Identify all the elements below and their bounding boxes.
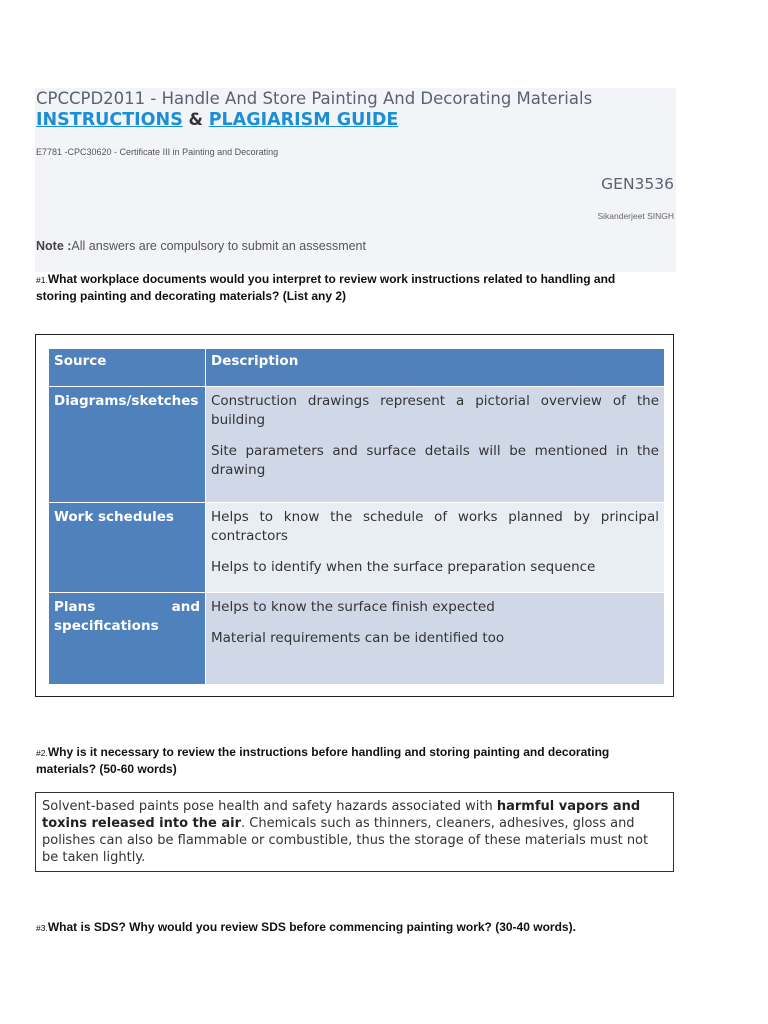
answer-2-emphasis: harmful vapors and toxins released into the air xyxy=(42,799,641,831)
question-text: What workplace documents would you interpret to review work instructions related to handling and storing painting and decorating materials? (List any 2) xyxy=(36,272,616,303)
table-row xyxy=(49,387,665,503)
title-ampersand: & xyxy=(182,110,209,129)
description-line: Site parameters and surface details will be mentioned in the drawing xyxy=(211,443,659,479)
answer-1-frame xyxy=(35,334,674,697)
table-row xyxy=(49,503,665,592)
row-description xyxy=(206,592,665,684)
row-source xyxy=(49,592,206,684)
instructions-link[interactable]: INSTRUCTIONS xyxy=(36,110,183,130)
question-2 xyxy=(36,744,656,777)
description-line: Helps to know the surface finish expected xyxy=(211,598,495,615)
row-source: Work schedules xyxy=(49,503,206,592)
course-title-text: CPCCPD2011 - Handle And Store Painting And Decorating Materials xyxy=(36,89,593,108)
column-header-description: Description xyxy=(206,349,665,387)
question-number: #2. xyxy=(36,748,48,758)
course-code: E7781 -CPC30620 - Certificate III in Painting and Decorating xyxy=(36,147,279,157)
student-name: Sikanderjeet SINGH xyxy=(597,211,674,221)
description-line: Helps to identify when the surface preparation sequence xyxy=(211,559,596,576)
row-description xyxy=(206,503,665,592)
question-text: Why is it necessary to review the instructions before handling and storing painting and decorating materials? (50-60 words) xyxy=(36,745,610,776)
answer-2-box xyxy=(35,792,674,872)
question-1 xyxy=(36,271,656,304)
answer-2-text-rest: . Chemicals such as thinners, cleaners, adhesives, gloss and polishes can also be flammable or combustible, thus the storage of these materials must not be taken lightly. xyxy=(42,816,649,865)
assessment-note xyxy=(36,239,366,253)
column-header-source: Source xyxy=(49,349,206,387)
description-line: Material requirements can be identified too xyxy=(211,629,505,646)
question-number: #1. xyxy=(36,275,48,285)
row-source-line: Plans and xyxy=(54,598,200,615)
plagiarism-guide-link[interactable]: PLAGIARISM GUIDE xyxy=(208,110,399,130)
sources-table xyxy=(48,348,665,685)
note-label: Note : xyxy=(36,239,72,253)
row-description xyxy=(206,387,665,503)
row-source-line: specifications xyxy=(54,617,159,634)
course-title xyxy=(36,88,596,131)
description-line: Helps to know the schedule of works planned by principal contractors xyxy=(211,509,659,545)
question-text: What is SDS? Why would you review SDS before commencing painting work? (30-40 words). xyxy=(47,920,576,934)
table-row xyxy=(49,592,665,684)
gen-code: GEN3536 xyxy=(601,175,674,193)
description-line: Construction drawings represent a pictorial overview of the building xyxy=(211,393,659,429)
answer-2-text: Solvent-based paints pose health and safety hazards associated with xyxy=(42,799,497,814)
question-3 xyxy=(36,919,656,936)
row-source: Diagrams/sketches xyxy=(49,387,206,503)
question-number: #3. xyxy=(36,923,48,933)
note-text: All answers are compulsory to submit an assessment xyxy=(71,239,366,253)
table-header-row xyxy=(49,349,665,387)
